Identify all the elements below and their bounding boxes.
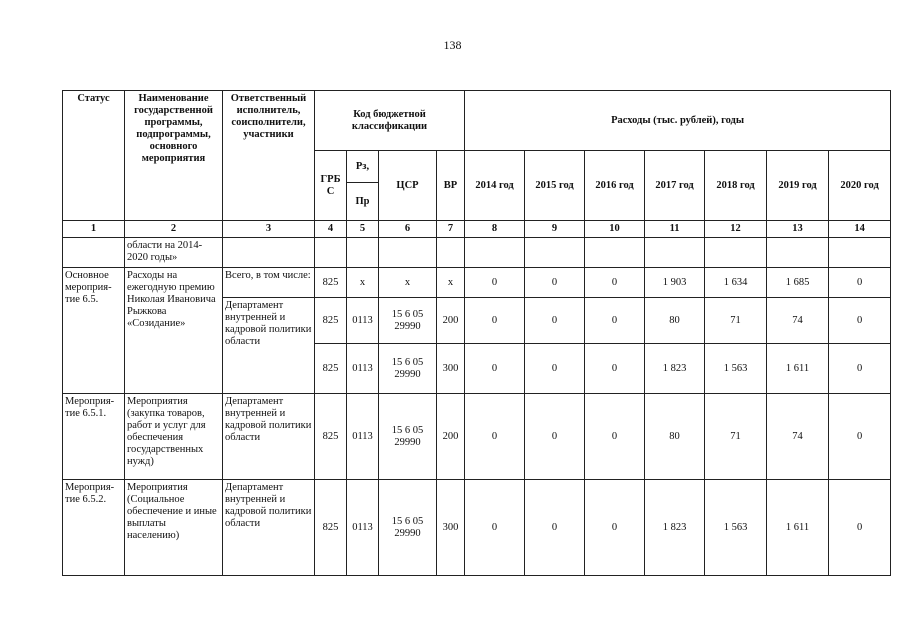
year-cell: 1 634 [705, 268, 767, 298]
column-number: 3 [223, 221, 315, 238]
csr-cell: 15 6 05 29990 [379, 344, 437, 394]
budget-table [62, 90, 891, 576]
year-cell: 0 [829, 298, 891, 344]
year-cell: 74 [767, 394, 829, 480]
grbs-cell: 825 [315, 394, 347, 480]
header-year-2017: 2017 год [645, 151, 705, 221]
year-cell: 0 [525, 344, 585, 394]
year-cell: 74 [767, 298, 829, 344]
header-status: Статус [63, 91, 125, 221]
rzpr-cell: 0113 [347, 394, 379, 480]
csr-cell: 15 6 05 29990 [379, 298, 437, 344]
year-cell: 0 [585, 344, 645, 394]
grbs-cell: 825 [315, 480, 347, 576]
year-cell: 0 [829, 480, 891, 576]
header-grbs: ГРБ С [315, 151, 347, 221]
column-number: 7 [437, 221, 465, 238]
year-cell: 0 [465, 298, 525, 344]
column-number: 13 [767, 221, 829, 238]
year-cell: 1 611 [767, 344, 829, 394]
year-cell: 71 [705, 298, 767, 344]
year-cell: 1 823 [645, 344, 705, 394]
year-cell: 80 [645, 298, 705, 344]
year-cell: 1 611 [767, 480, 829, 576]
name-cell: Мероприятия (Социальное обеспечение и иные выплаты населению) [125, 480, 223, 576]
column-number: 1 [63, 221, 125, 238]
header-year-2015: 2015 год [525, 151, 585, 221]
column-number: 14 [829, 221, 891, 238]
year-cell: 0 [465, 344, 525, 394]
column-number: 2 [125, 221, 223, 238]
column-number: 12 [705, 221, 767, 238]
year-cell: 0 [525, 480, 585, 576]
vr-cell: 300 [437, 480, 465, 576]
header-rz: Рз, [347, 151, 379, 183]
responsible-cell: Департамент внутренней и кадровой политики области [223, 480, 315, 576]
year-cell: 1 563 [705, 344, 767, 394]
year-cell: 1 903 [645, 268, 705, 298]
grbs-cell: 825 [315, 298, 347, 344]
continuation-row [63, 238, 891, 268]
year-cell: 0 [465, 480, 525, 576]
name-cell: Расходы на ежегодную премию Николая Ивановича Рыжкова «Созидание» [125, 268, 223, 394]
grbs-cell: 825 [315, 344, 347, 394]
year-cell: 0 [525, 268, 585, 298]
column-number: 8 [465, 221, 525, 238]
table-row [63, 394, 891, 480]
header-year-2018: 2018 год [705, 151, 767, 221]
year-cell: 71 [705, 394, 767, 480]
column-number: 11 [645, 221, 705, 238]
vr-cell: 200 [437, 298, 465, 344]
status-cell: Мероприя-тие 6.5.1. [63, 394, 125, 480]
column-number-row [63, 221, 891, 238]
responsible-cell: Департамент внутренней и кадровой политики области [223, 394, 315, 480]
year-cell: 1 823 [645, 480, 705, 576]
page-number: 138 [443, 38, 462, 52]
status-cell: Основное мероприя-тие 6.5. [63, 268, 125, 394]
continuation-text: области на 2014-2020 годы» [125, 238, 223, 268]
vr-cell: 300 [437, 344, 465, 394]
header-year-2016: 2016 год [585, 151, 645, 221]
name-cell: Мероприятия (закупка товаров, работ и услуг для обеспечения государственных нужд) [125, 394, 223, 480]
vr-cell: 200 [437, 394, 465, 480]
column-number: 9 [525, 221, 585, 238]
header-responsible: Ответственный исполнитель, соисполнители, участники [223, 91, 315, 221]
year-cell: 0 [829, 268, 891, 298]
status-cell: Мероприя-тие 6.5.2. [63, 480, 125, 576]
rzpr-cell: 0113 [347, 344, 379, 394]
header-pr: Пр [347, 183, 379, 221]
year-cell: 1 685 [767, 268, 829, 298]
grbs-cell: 825 [315, 268, 347, 298]
table-row [63, 480, 891, 576]
csr-cell: х [379, 268, 437, 298]
header-expenses: Расходы (тыс. рублей), годы [465, 91, 891, 151]
header-budget-code: Код бюджетной классификации [315, 91, 465, 151]
year-cell: 0 [585, 480, 645, 576]
year-cell: 0 [525, 298, 585, 344]
year-cell: 0 [465, 394, 525, 480]
rzpr-cell: 0113 [347, 298, 379, 344]
csr-cell: 15 6 05 29990 [379, 480, 437, 576]
rzpr-cell: 0113 [347, 480, 379, 576]
vr-cell: х [437, 268, 465, 298]
column-number: 6 [379, 221, 437, 238]
year-cell: 0 [585, 394, 645, 480]
table-row [63, 268, 891, 298]
csr-cell: 15 6 05 29990 [379, 394, 437, 480]
year-cell: 80 [645, 394, 705, 480]
header-vr: ВР [437, 151, 465, 221]
year-cell: 0 [585, 268, 645, 298]
year-cell: 0 [585, 298, 645, 344]
header-year-2020: 2020 год [829, 151, 891, 221]
header-year-2019: 2019 год [767, 151, 829, 221]
year-cell: 0 [829, 394, 891, 480]
year-cell: 1 563 [705, 480, 767, 576]
header-year-2014: 2014 год [465, 151, 525, 221]
responsible-cell: Департамент внутренней и кадровой политики области [223, 298, 315, 394]
column-number: 5 [347, 221, 379, 238]
responsible-cell: Всего, в том числе: [223, 268, 315, 298]
year-cell: 0 [465, 268, 525, 298]
column-number: 4 [315, 221, 347, 238]
rzpr-cell: х [347, 268, 379, 298]
header-name: Наименование государственной программы, подпрограммы, основного мероприятия [125, 91, 223, 221]
header-csr: ЦСР [379, 151, 437, 221]
year-cell: 0 [829, 344, 891, 394]
column-number: 10 [585, 221, 645, 238]
year-cell: 0 [525, 394, 585, 480]
